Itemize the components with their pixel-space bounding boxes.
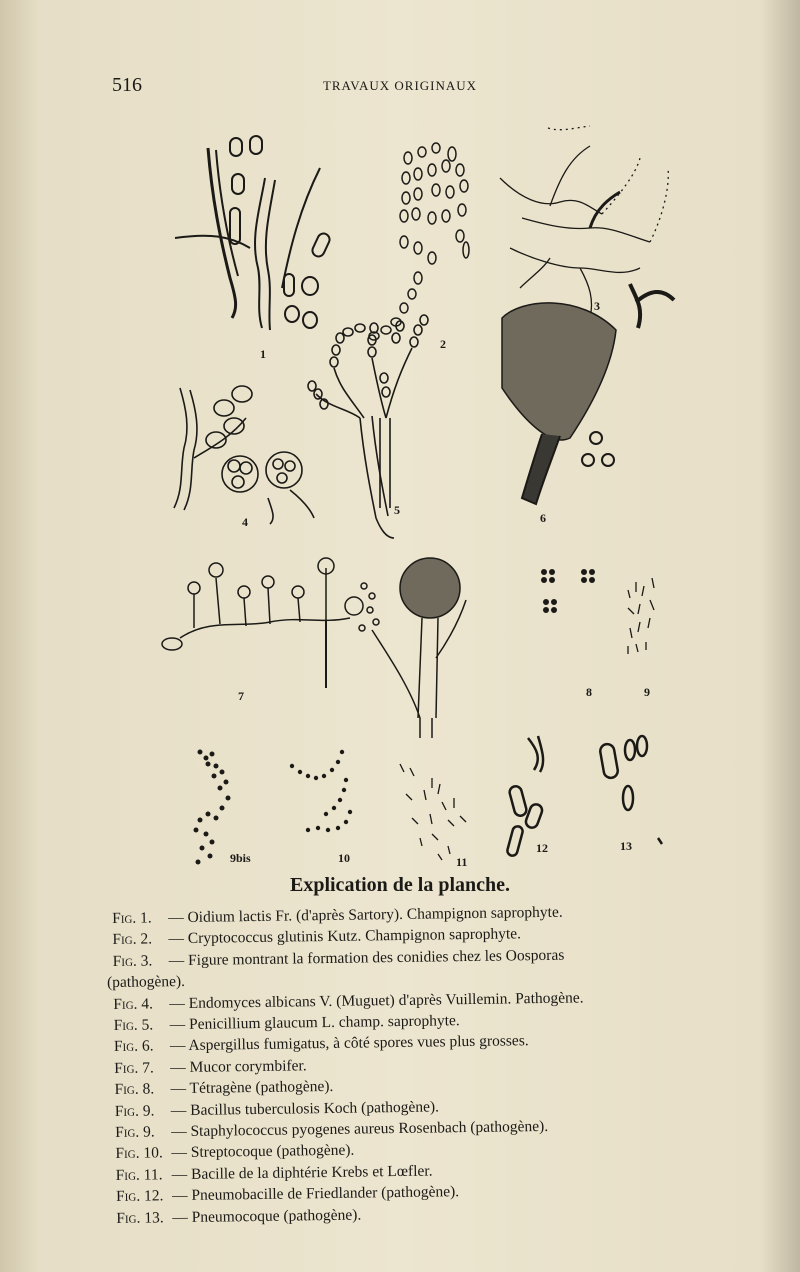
- fig-label-1: 1: [260, 347, 266, 361]
- fig-label-11: 11: [456, 855, 468, 869]
- legend-fig-number: Fig. 10.: [115, 1144, 163, 1163]
- fig-label-8: 8: [586, 685, 592, 699]
- fig10-streptocoque-drawing: [290, 750, 352, 832]
- legend-fig-number: Fig. 3.: [112, 952, 153, 970]
- legend-text: — Figure montrant la formation des conidies chez les Oosporas: [168, 946, 565, 970]
- fig-label-3: 3: [594, 299, 600, 313]
- fig-label-6: 6: [540, 511, 546, 525]
- legend-text: — Penicillium glaucum L. champ. saprophyte.: [169, 1012, 460, 1034]
- fig-label-9bis: 9bis: [230, 851, 251, 865]
- legend-fig-number: Fig. 7.: [114, 1059, 154, 1077]
- legend-fig-number: Fig. 13.: [116, 1208, 164, 1227]
- legend-text: — Bacillus tuberculosis Koch (pathogène).: [170, 1098, 440, 1119]
- fig5-penicillium-drawing: [308, 315, 428, 538]
- legend-text: (pathogène).: [106, 973, 186, 992]
- fig-label-4: 4: [242, 515, 248, 529]
- legend-fig-number: Fig. 9.: [114, 1102, 155, 1120]
- legend-fig-number: Fig. 8.: [114, 1080, 155, 1099]
- legend-text: — Staphylococcus pyogenes aureus Rosenbach (pathogène).: [171, 1117, 549, 1141]
- fig9-bacillus-drawing: [628, 578, 654, 654]
- legend-fig-number: Fig. 4.: [113, 995, 154, 1013]
- fig-label-7: 7: [238, 689, 244, 703]
- legend-fig-number: Fig. 12.: [115, 1187, 164, 1206]
- fig-label-10: 10: [338, 851, 350, 865]
- legend-text: — Streptocoque (pathogène).: [171, 1142, 355, 1162]
- plate-drawing: [150, 118, 710, 878]
- legend-text: — Oidium lactis Fr. (d'après Sartory). Champignon saprophyte.: [168, 903, 563, 927]
- running-head: TRAVAUX ORIGINAUX: [322, 78, 478, 93]
- legend-text: — Aspergillus fumigatus, à côté spores vues plus grosses.: [169, 1032, 529, 1055]
- legend-text: — Mucor corymbifer.: [170, 1057, 307, 1077]
- legend-fig-number: Fig. 6.: [113, 1037, 154, 1056]
- fig1-oidium-drawing: [175, 136, 332, 330]
- page-number: 516: [112, 74, 142, 96]
- fig-label-5: 5: [394, 503, 400, 517]
- fig13-pneumocoque-drawing: [599, 736, 662, 844]
- caption-title: Explication de la planche.: [289, 874, 511, 896]
- legend-fig-number: Fig. 9.: [115, 1123, 155, 1142]
- legend-text: — Bacille de la diphtérie Krebs et Lœfler.: [171, 1162, 433, 1184]
- legend-text: — Pneumobacille de Friedlander (pathogène).: [171, 1183, 460, 1205]
- illustration-plate: [150, 118, 710, 878]
- fig3-oospora-drawing: [500, 126, 674, 328]
- fig-label-13: 13: [620, 839, 632, 853]
- legend-fig-number: Fig. 2.: [112, 930, 153, 949]
- legend-fig-number: Fig. 11.: [115, 1166, 163, 1184]
- fig9bis-staphylococcus-drawing: [194, 750, 231, 865]
- legend-text: — Pneumocoque (pathogène).: [172, 1206, 362, 1226]
- legend-text: — Tétragène (pathogène).: [170, 1078, 334, 1098]
- fig-label-9: 9: [644, 685, 650, 699]
- legend-text: — Cryptococcus glutinis Kutz. Champignon saprophyte.: [168, 925, 522, 948]
- fig6-aspergillus-drawing: [502, 303, 616, 504]
- legend-fig-number: Fig. 5.: [113, 1016, 154, 1035]
- fig11-diphtheria-drawing: [400, 764, 466, 860]
- legend-fig-number: Fig. 1.: [112, 909, 152, 927]
- fig-label-12: 12: [536, 841, 548, 855]
- fig2-cryptococcus-drawing: [369, 143, 469, 340]
- fig-label-2: 2: [440, 337, 446, 351]
- fig8-tetragene-drawing: [541, 569, 595, 613]
- figure-legend: [106, 900, 716, 1229]
- fig12-pneumobacille-drawing: [506, 736, 543, 857]
- fig7-mucor-drawing: [162, 558, 466, 738]
- legend-text: — Endomyces albicans V. (Muguet) d'après Vuillemin. Pathogène.: [169, 989, 584, 1012]
- fig4-endomyces-drawing: [174, 386, 314, 524]
